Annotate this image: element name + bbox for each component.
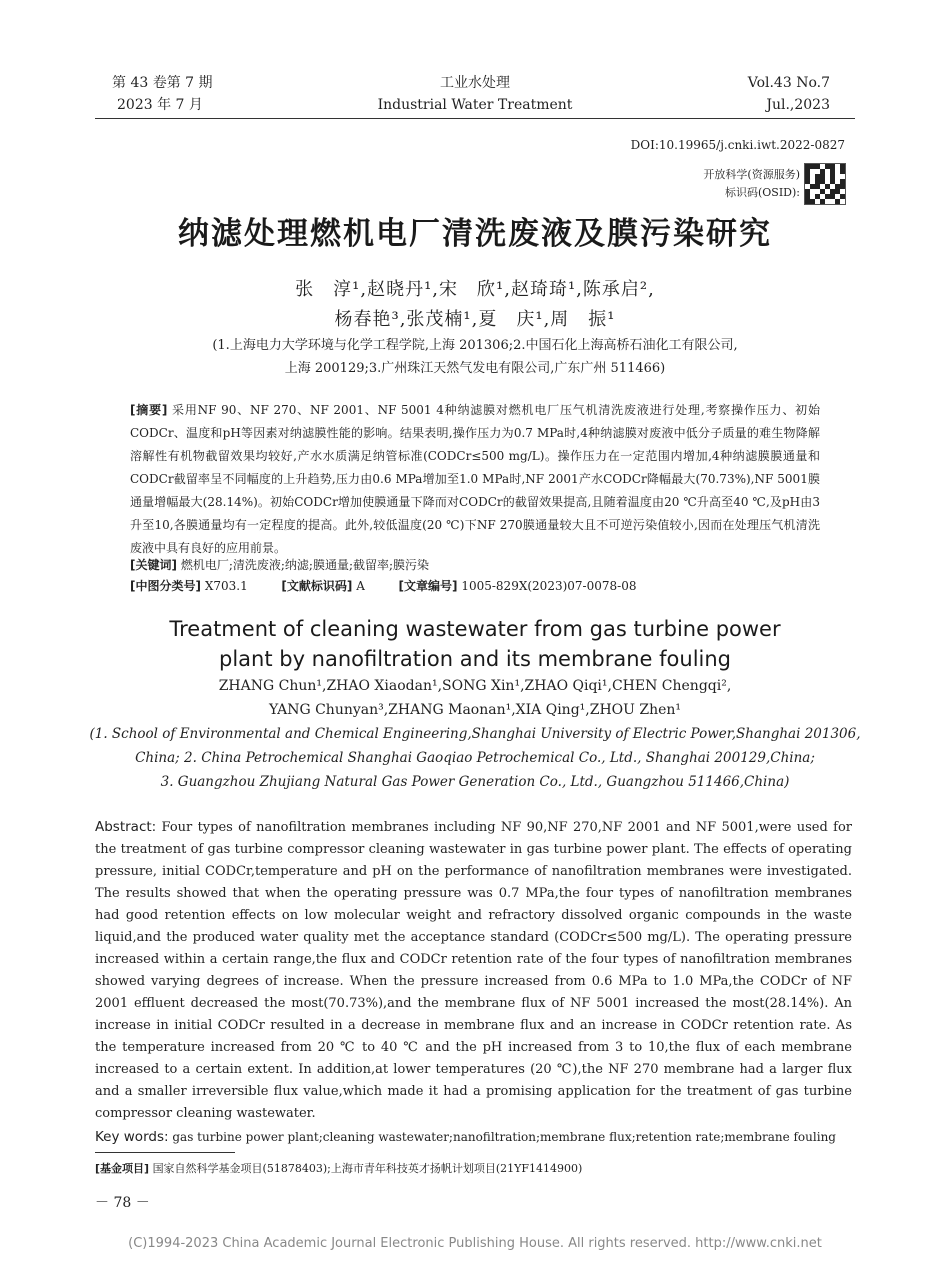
osid-label	[703, 166, 800, 202]
volume-date: Jul.,2023	[766, 97, 830, 113]
en-title-line2: plant by nanofiltration and its membrane fouling	[218, 647, 732, 671]
journal-name-en: Industrial Water Treatment	[377, 97, 573, 113]
en-abstract-text: Four types of nanofiltration membranes including NF 90,NF 270,NF 2001 and NF 5001,were used for the treatment of gas turbine compressor cleaning wastewater in gas turbine power plant. The effects of operating pressure, initial CODCr,temperature and pH on the performance of nanofiltration membranes were investigated. The results showed that when the operating pressure was 0.7 MPa,the four types of nanofiltration membranes had good retention effects on low molecular weight and refractory dissolved organic compounds in the waste liquid,and the produced water quality met the acceptance standard (CODCr≤500 mg/L). The operating pressure increased within a certain range,the flux and CODCr retention rate of the four types of nanofiltration membranes showed varying degrees of increase. When the pressure increased from 0.6 MPa to 1.0 MPa,the CODCr of NF 2001 effluent decreased the most(70.73%),and the membrane flux of NF 5001 increased the most(28.14%). An increase in initial CODCr resulted in a decrease in membrane flux and an increase in CODCr retention rate. As the temperature increased from 20 ℃ to 40 ℃ and the pH increased from 3 to 10,the flux of each membrane increased to a certain extent. In addition,at lower temperatures (20 ℃),the NF 270 membrane had a larger flux and a smaller irreversible flux value,which made it had a promising application for the treatment of gas turbine compressor cleaning wastewater.	[95, 820, 852, 1121]
clc-value: X703.1	[204, 579, 248, 593]
en-affiliation-line1: (1. School of Environmental and Chemical Engineering,Shanghai University of Electric Power,Shanghai 201306,	[89, 726, 861, 742]
issue-date: 2023 年 7 月	[117, 97, 203, 113]
clc-label: [中图分类号]	[130, 579, 201, 593]
issue-label: 第 43 卷第 7 期	[112, 75, 213, 91]
en-keywords-label: Key words:	[95, 1129, 169, 1145]
osid-line1: 开放科学(资源服务)	[703, 168, 800, 181]
en-authors-line2: YANG Chunyan³,ZHANG Maonan¹,XIA Qing¹,ZHOU Zhen¹	[268, 702, 682, 718]
en-keywords	[95, 1126, 852, 1148]
fund-note	[95, 1160, 582, 1176]
en-affiliation-line3: 3. Guangzhou Zhujiang Natural Gas Power Generation Co., Ltd., Guangzhou 511466,China)	[160, 774, 790, 790]
footnote-rule	[95, 1152, 235, 1153]
en-abstract	[95, 816, 852, 1125]
cn-abstract-text: 采用NF 90、NF 270、NF 2001、NF 5001 4种纳滤膜对燃机电厂压气机清洗废液进行处理,考察操作压力、初始CODCr、温度和pH等因素对纳滤膜性能的影响。结果表明,操作压力为0.7 MPa时,4种纳滤膜对废液中低分子质量的难生物降解溶解性有机物截留效果均较好,产水水质满足纳管标准(CODCr≤500 mg/L)。操作压力在一定范围内增加,4种纳滤膜膜通量和CODCr截留率呈不同幅度的上升趋势,压力由0.6 MPa增加至1.0 MPa时,NF 2001产水CODCr降幅最大(70.73%),NF 5001膜通量增幅最大(28.14%)。初始CODCr增加使膜通量下降而对CODCr的截留效果提高,且随着温度由20 ℃升高至40 ℃,及pH由3升至10,各膜通量均有一定程度的提高。此外,较低温度(20 ℃)下NF 270膜通量较大且不可逆污染值较小,因而在处理压气机清洗废液中具有良好的应用前景。	[130, 403, 820, 555]
volume-label: Vol.43 No.7	[747, 75, 830, 91]
cn-meta	[130, 575, 820, 598]
fund-text: 国家自然科学基金项目(51878403);上海市青年科技英才扬帆计划项目(21YF1414900)	[152, 1162, 583, 1175]
en-title-line1: Treatment of cleaning wastewater from gas turbine power	[169, 617, 781, 641]
qr-code[interactable]	[804, 163, 846, 205]
cn-keywords-label: [关键词]	[130, 558, 177, 572]
en-authors-line1: ZHANG Chun¹,ZHAO Xiaodan¹,SONG Xin¹,ZHAO Qiqi¹,CHEN Chengqi²,	[218, 678, 732, 694]
cn-authors-line1: 张 淳¹,赵晓丹¹,宋 欣¹,赵琦琦¹,陈承启²,	[295, 279, 655, 300]
cn-affiliation-line1: (1.上海电力大学环境与化学工程学院,上海 201306;2.中国石化上海高桥石油化工有限公司,	[212, 338, 738, 353]
osid-line2: 标识码(OSID):	[724, 186, 800, 199]
header-rule	[95, 118, 855, 119]
copyright-footer: (C)1994-2023 China Academic Journal Electronic Publishing House. All rights reserved. http://www.cnki.net	[128, 1236, 822, 1251]
page-number: － 78 －	[95, 1195, 150, 1211]
en-affiliation-line2: China; 2. China Petrochemical Shanghai Gaoqiao Petrochemical Co., Ltd., Shanghai 200129,China;	[135, 750, 815, 766]
doc-code-label: [文献标识码]	[281, 579, 353, 593]
cn-abstract-label: [摘要]	[130, 403, 168, 417]
doc-code-value: A	[356, 579, 365, 593]
doi[interactable]: DOI:10.19965/j.cnki.iwt.2022-0827	[630, 138, 845, 152]
cn-title: 纳滤处理燃机电厂清洗废液及膜污染研究	[178, 216, 772, 252]
article-no-label: [文章编号]	[398, 579, 458, 593]
en-keywords-text: gas turbine power plant;cleaning wastewater;nanofiltration;membrane flux;retention rate;membrane fouling	[172, 1130, 836, 1144]
qr-module	[840, 199, 845, 204]
cn-abstract	[130, 399, 820, 560]
journal-name-cn: 工业水处理	[440, 75, 510, 91]
article-no-value: 1005-829X(2023)07-0078-08	[461, 579, 637, 593]
cn-keywords	[130, 554, 820, 577]
cn-keywords-text: 燃机电厂;清洗废液;纳滤;膜通量;截留率;膜污染	[180, 558, 430, 572]
cn-affiliation-line2: 上海 200129;3.广州珠江天然气发电有限公司,广东广州 511466)	[284, 361, 666, 376]
fund-label: [基金项目]	[95, 1162, 150, 1175]
cn-authors-line2: 杨春艳³,张茂楠¹,夏 庆¹,周 振¹	[334, 309, 616, 330]
en-abstract-label: Abstract:	[95, 819, 157, 835]
